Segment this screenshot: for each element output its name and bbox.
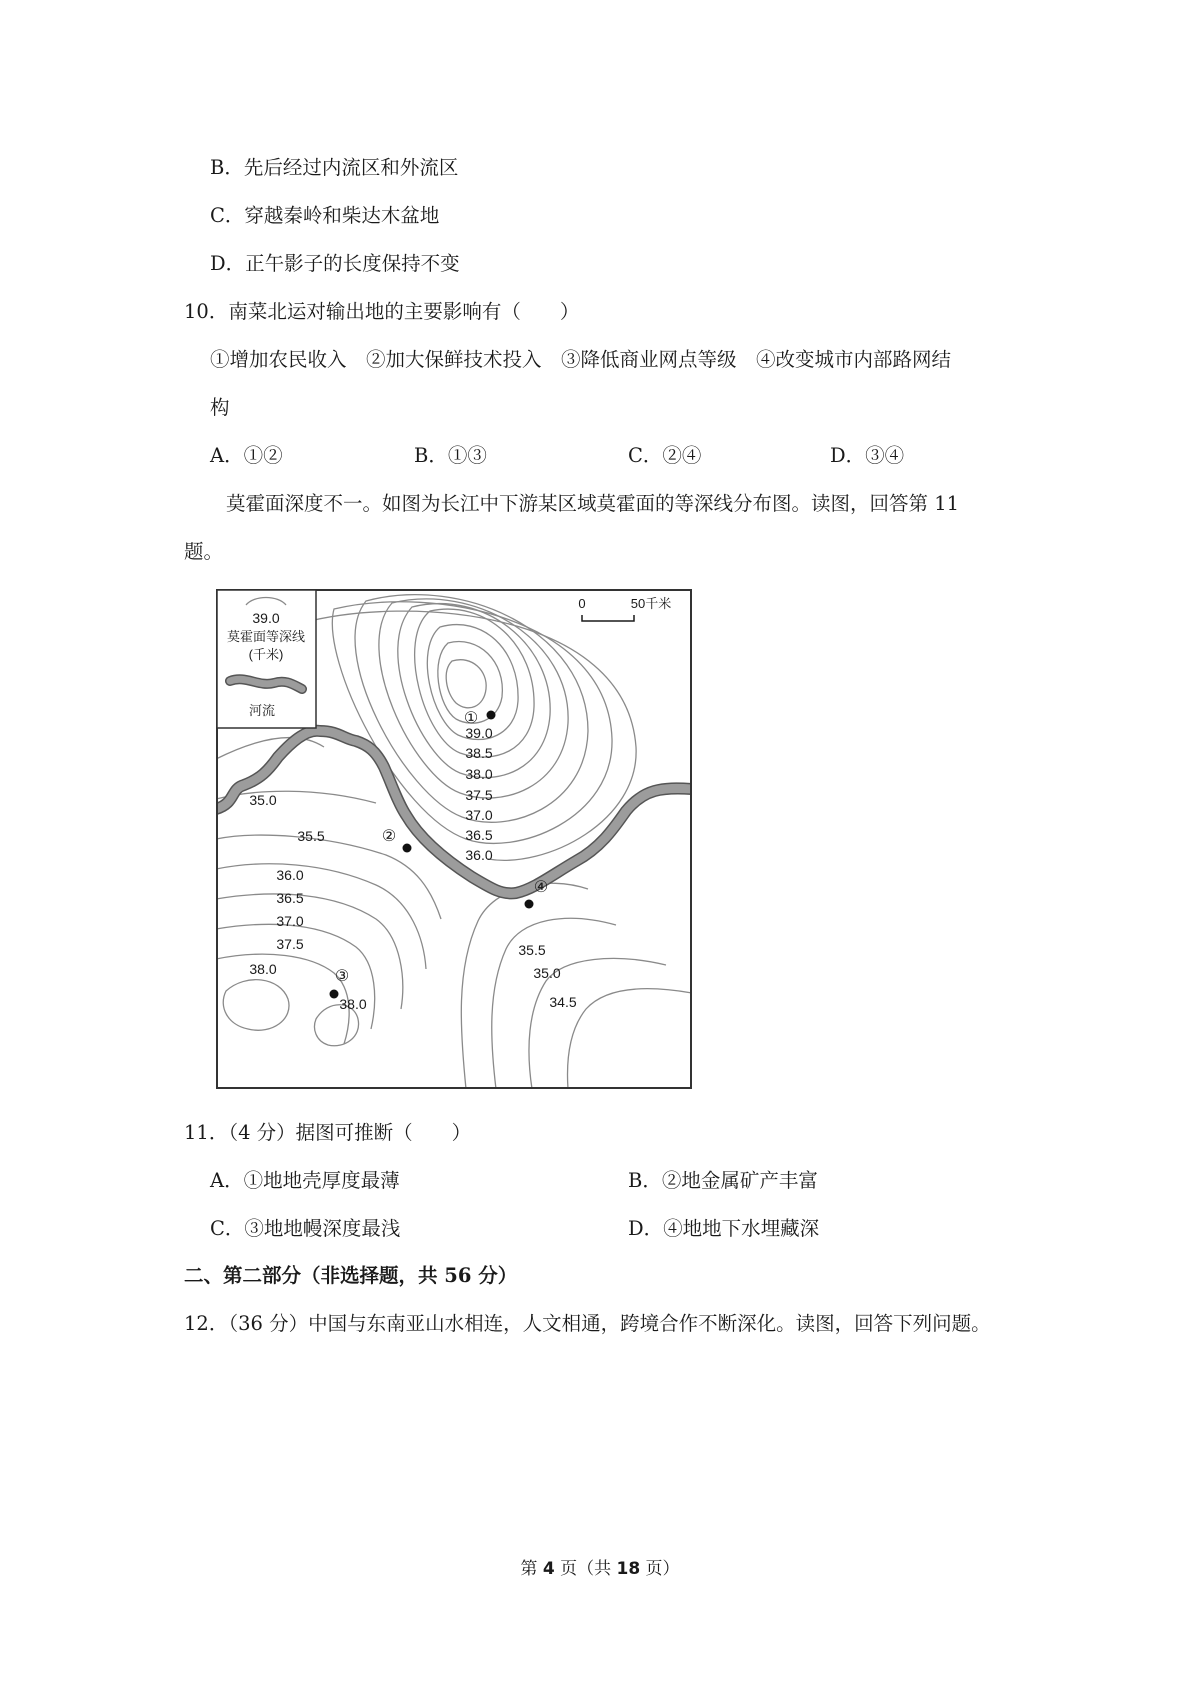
total-pages-number: 18 — [616, 1559, 641, 1579]
q9-option-c: C．穿越秦岭和柴达木盆地 — [210, 204, 440, 227]
q11-option-a: A．①地地壳厚度最薄 — [210, 1169, 400, 1192]
contour-label: 35.0 — [249, 792, 277, 808]
peak-contour-labels — [465, 725, 492, 863]
contour-label: 37.5 — [465, 787, 493, 803]
contour-label: 35.5 — [518, 942, 546, 958]
contour-label: 35.5 — [297, 828, 325, 844]
q11-option-b: B．②地金属矿产丰富 — [628, 1169, 818, 1192]
contour-label: 36.5 — [465, 827, 493, 843]
legend-contour-label: 莫霍面等深线 — [226, 629, 306, 644]
q12-stem: 12．（36 分）中国与东南亚山水相连，人文相通，跨境合作不断深化。读图，回答下列问题。 — [184, 1312, 991, 1335]
page-footer: 第 4 页（共 18 页） — [520, 1559, 680, 1579]
intro-line1: 莫霍面深度不一。如图为长江中下游某区域莫霍面的等深线分布图。读图，回答第 11 — [226, 492, 960, 515]
contour-label: 37.5 — [276, 936, 304, 952]
contour-label: 36.5 — [276, 890, 304, 906]
contour-label: 39.0 — [465, 725, 493, 741]
q9-option-b: B．先后经过内流区和外流区 — [210, 156, 459, 179]
contour-label: 38.5 — [465, 745, 493, 761]
svg-text:④: ④ — [533, 879, 549, 896]
q9-option-d: D．正午影子的长度保持不变 — [210, 252, 460, 275]
map-legend — [217, 590, 316, 728]
contour-label: 38.0 — [249, 961, 277, 977]
svg-text:50千米: 50千米 — [630, 596, 672, 611]
contour-label: 35.0 — [533, 965, 561, 981]
q10-stem: 10．南菜北运对输出地的主要影响有（ ） — [184, 300, 580, 323]
q10-option-c: C．②④ — [628, 444, 702, 467]
contour-label: 37.0 — [465, 807, 493, 823]
legend-sample-value: 39.0 — [252, 610, 280, 626]
svg-text:0: 0 — [578, 596, 586, 611]
scale-bar — [578, 596, 671, 621]
contour-label: 34.5 — [549, 994, 577, 1010]
contour-label: 38.0 — [465, 766, 493, 782]
point-2 — [382, 828, 412, 853]
southeast-contour-labels — [518, 942, 576, 1010]
contour-label: 36.0 — [465, 847, 493, 863]
section2-title: 二、第二部分（非选择题，共 56 分） — [184, 1264, 518, 1287]
legend-river-label: 河流 — [248, 703, 276, 718]
contour-label: 36.0 — [276, 867, 304, 883]
svg-text:①: ① — [463, 710, 479, 727]
q10-statements-line1: ①增加农民收入 ②加大保鲜技术投入 ③降低商业网点等级 ④改变城市内部路网结 — [210, 348, 952, 371]
q10-statements-line2: 构 — [210, 396, 230, 419]
legend-unit-label: (千米) — [248, 647, 284, 662]
q10-option-a: A．①② — [210, 444, 283, 467]
svg-text:③: ③ — [334, 968, 350, 985]
moho-contour-map — [216, 589, 692, 1089]
q11-option-c: C．③地地幔深度最浅 — [210, 1217, 401, 1240]
intro-line2: 题。 — [184, 540, 224, 563]
q11-stem: 11．（4 分）据图可推断（ ） — [184, 1121, 472, 1144]
q10-option-d: D．③④ — [830, 444, 905, 467]
q10-option-b: B．①③ — [414, 444, 487, 467]
current-page-number: 4 — [542, 1559, 555, 1579]
q11-option-d: D．④地地下水埋藏深 — [628, 1217, 820, 1240]
contour-label: 38.0 — [339, 996, 367, 1012]
contour-label: 37.0 — [276, 913, 304, 929]
west-contour-labels — [249, 792, 366, 1012]
svg-text:②: ② — [381, 828, 397, 845]
